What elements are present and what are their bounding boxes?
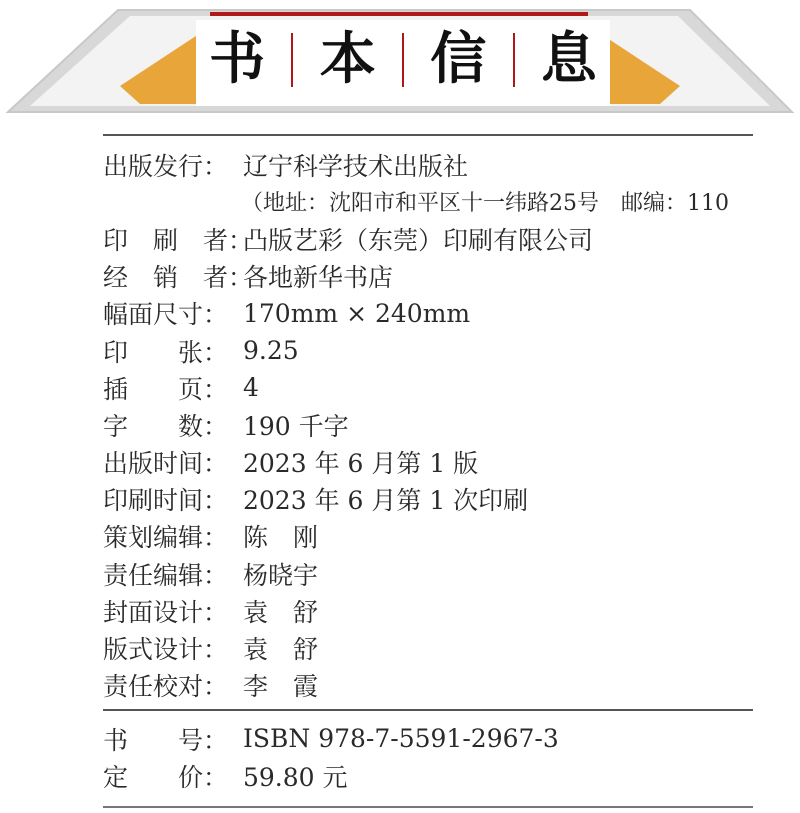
info-value: 各地新华书店 — [243, 263, 394, 293]
info-row-distributor — [103, 258, 753, 295]
info-row-isbn — [103, 720, 753, 757]
info-row-printer — [103, 220, 753, 257]
info-row-wordcount — [103, 406, 753, 443]
info-row-publisher — [103, 146, 753, 183]
banner-divider — [402, 33, 404, 87]
info-row-address — [103, 183, 753, 220]
info-value: 袁 舒 — [243, 597, 319, 627]
info-label: 幅面尺寸： — [103, 300, 229, 330]
isbn-price-block — [103, 720, 753, 794]
info-row-pubdate — [103, 444, 753, 481]
info-label: 印 张： — [103, 337, 229, 367]
info-row-proofreader — [103, 667, 753, 704]
bottom-rule — [103, 806, 753, 808]
info-value: 李 霞 — [243, 672, 319, 702]
info-value: 陈 刚 — [243, 523, 319, 553]
info-label: 字 数： — [103, 411, 229, 441]
info-label: 经 销 者： — [103, 263, 254, 293]
info-value: 辽宁科学技术出版社 — [243, 151, 469, 181]
info-row-sheets — [103, 332, 753, 369]
banner-title — [196, 18, 610, 102]
info-row-inserts — [103, 369, 753, 406]
info-label: 版式设计： — [103, 635, 229, 665]
title-banner — [0, 0, 800, 135]
info-value: ISBN 978-7-5591-2967-3 — [243, 724, 559, 754]
info-value: 170mm × 240mm — [243, 298, 471, 328]
info-value: 4 — [243, 373, 259, 403]
banner-char-2: 本 — [319, 27, 376, 92]
info-label: 印刷时间： — [103, 486, 229, 516]
info-row-responsible-editor — [103, 555, 753, 592]
info-value: 59.80 元 — [243, 762, 348, 792]
info-value: 190 千字 — [243, 411, 349, 441]
info-row-format — [103, 295, 753, 332]
info-value: 2023 年 6 月第 1 次印刷 — [243, 486, 529, 516]
info-label: 责任编辑： — [103, 560, 229, 590]
info-value: 2023 年 6 月第 1 版 — [243, 449, 479, 479]
banner-divider — [291, 33, 293, 87]
banner-char-1: 书 — [209, 27, 266, 92]
info-row-cover-design — [103, 592, 753, 629]
info-label: 策划编辑： — [103, 523, 229, 553]
info-label: 书 号： — [103, 725, 229, 755]
info-label: 插 页： — [103, 374, 229, 404]
info-row-planning-editor — [103, 518, 753, 555]
banner-char-4: 息 — [540, 27, 597, 92]
address-line: （地址：沈阳市和平区十一纬路25号 邮编：110 — [241, 191, 729, 217]
info-value: 杨晓宇 — [243, 560, 319, 590]
info-row-price — [103, 757, 753, 794]
info-value: 袁 舒 — [243, 635, 319, 665]
info-value: 9.25 — [243, 336, 299, 366]
info-label: 责任校对： — [103, 672, 229, 702]
top-rule — [103, 134, 753, 136]
banner-char-3: 信 — [430, 27, 487, 92]
info-label: 定 价： — [103, 762, 229, 792]
info-label: 封面设计： — [103, 597, 229, 627]
info-row-layout-design — [103, 629, 753, 666]
info-row-printdate — [103, 481, 753, 518]
middle-rule — [103, 709, 753, 711]
copyright-info-list — [103, 146, 753, 704]
info-label: 印 刷 者： — [103, 225, 254, 255]
info-value: 凸版艺彩（东莞）印刷有限公司 — [243, 225, 594, 255]
info-label: 出版发行： — [103, 151, 229, 181]
info-label: 出版时间： — [103, 449, 229, 479]
banner-divider — [513, 33, 515, 87]
